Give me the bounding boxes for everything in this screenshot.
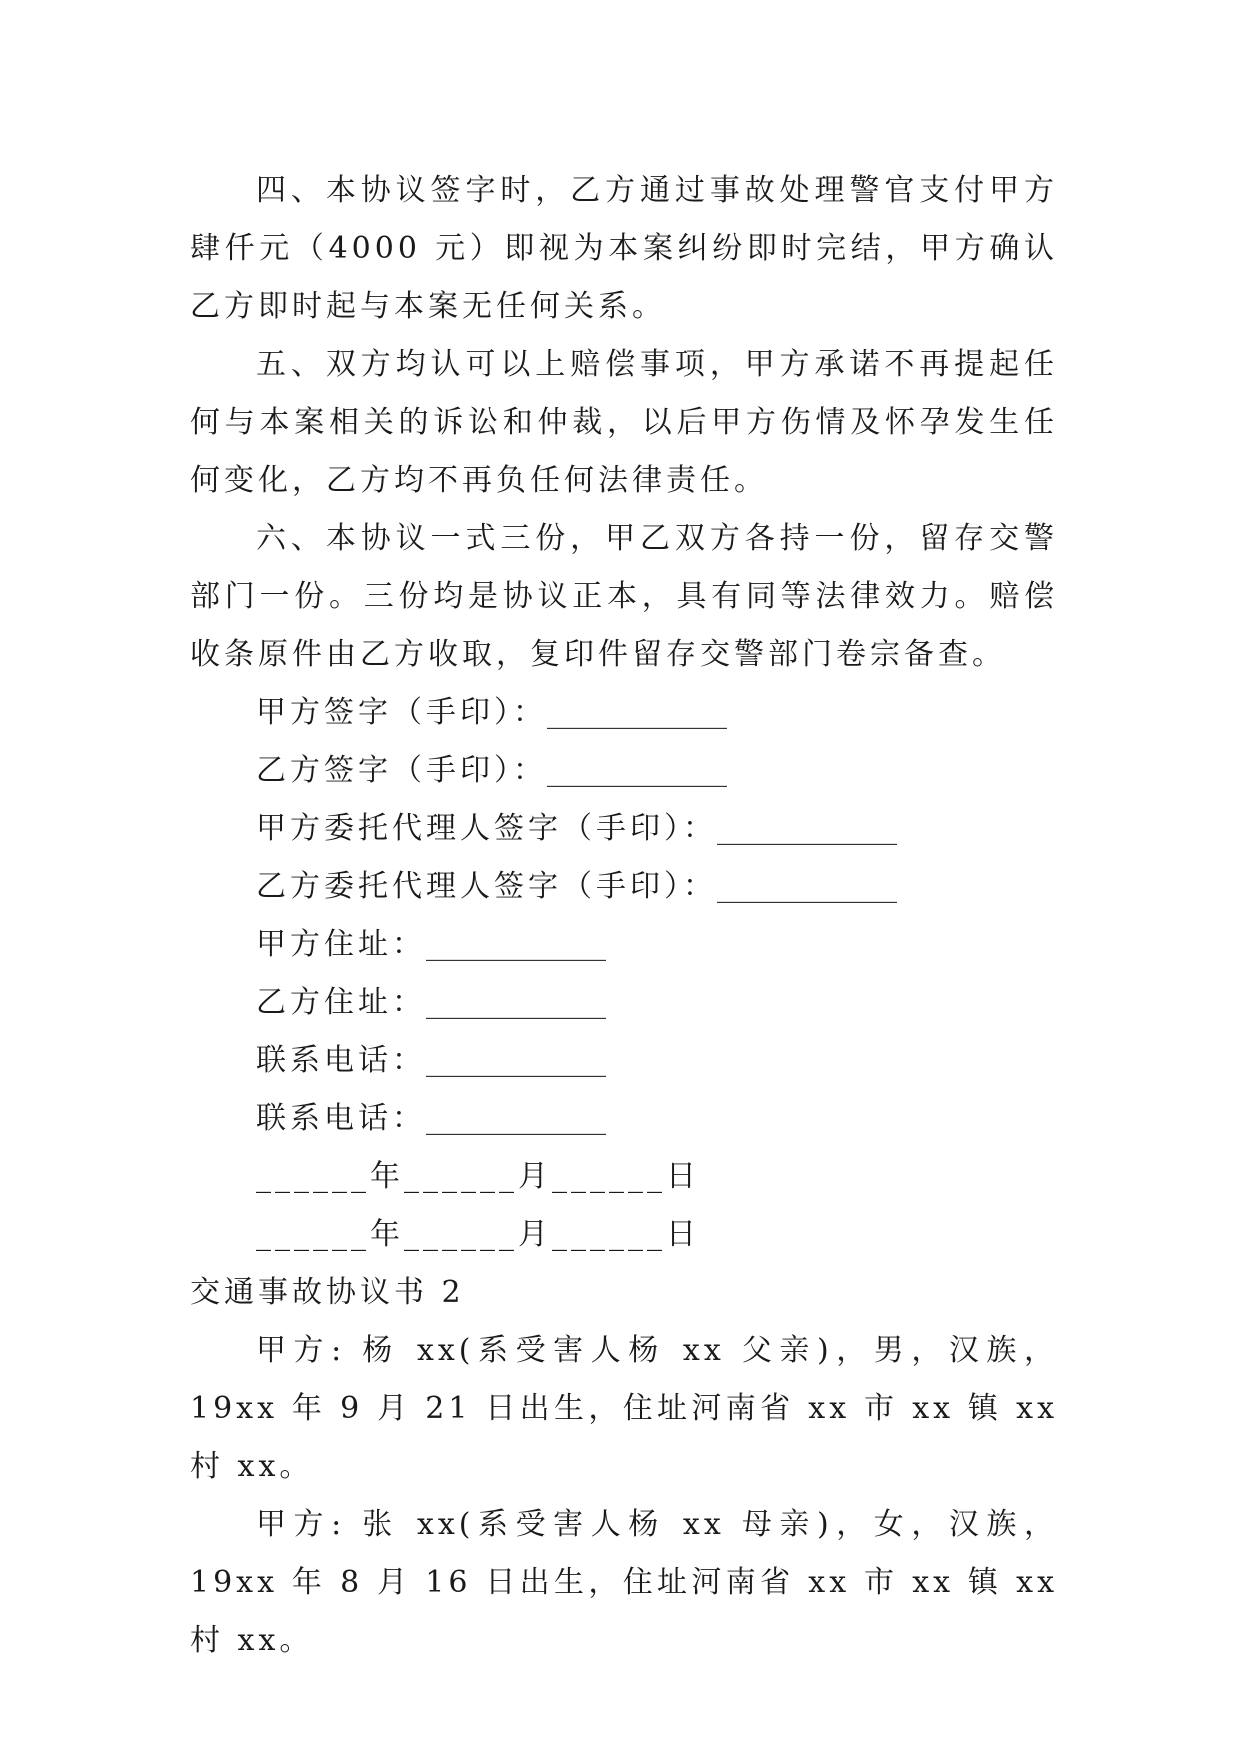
party-b-agent-signature-label: 乙方委托代理人签字（手印）：: [256, 869, 717, 904]
clause-five: 五、双方均认可以上赔偿事项，甲方承诺不再提起任何与本案相关的诉讼和仲裁，以后甲方伤情及怀孕发生任何变化，乙方均不再负任何法律责任。: [190, 347, 1058, 498]
party-a-mother-paragraph: 甲方: 张 xx(系受害人杨 xx 母亲)，女，汉族，19xx 年 8 月 16 日出生，住址河南省 xx 市 xx 镇 xx 村 xx。: [190, 1507, 1058, 1658]
party-a-signature-label: 甲方签字（手印）：: [256, 695, 547, 730]
phone-blank-2: ____________: [426, 1101, 606, 1136]
party-b-address-blank: ____________: [426, 985, 606, 1020]
party-b-signature-blank: ____________: [547, 753, 727, 788]
document-body: [190, 162, 1058, 1670]
party-b-agent-signature-blank: ____________: [717, 869, 897, 904]
phone-label-2: 联系电话：: [256, 1101, 426, 1136]
phone-line-2: [190, 1090, 1058, 1148]
party-a-father-paragraph: 甲方: 杨 xx(系受害人杨 xx 父亲)，男，汉族，19xx 年 9 月 21 日出生，住址河南省 xx 市 xx 镇 xx 村 xx。: [190, 1333, 1058, 1484]
phone-label-1: 联系电话：: [256, 1043, 426, 1078]
party-b-signature-label: 乙方签字（手印）：: [256, 753, 547, 788]
party-a-address-blank: ____________: [426, 927, 606, 962]
party-a-signature-blank: ____________: [547, 695, 727, 730]
party-b-address-label: 乙方住址：: [256, 985, 426, 1020]
clause-four: 四、本协议签字时，乙方通过事故处理警官支付甲方肆仟元（4000 元）即视为本案纠纷即时完结，甲方确认乙方即时起与本案无任何关系。: [190, 173, 1058, 324]
party-b-address-line: [190, 974, 1058, 1032]
date-line-1: ______年______月______日: [256, 1159, 700, 1194]
phone-line-1: [190, 1032, 1058, 1090]
party-a-address-line: [190, 916, 1058, 974]
phone-blank-1: ____________: [426, 1043, 606, 1078]
party-b-agent-signature-line: [190, 858, 1058, 916]
party-a-address-label: 甲方住址：: [256, 927, 426, 962]
date-line-2: ______年______月______日: [256, 1217, 700, 1252]
party-a-agent-signature-line: [190, 800, 1058, 858]
clause-six: 六、本协议一式三份，甲乙双方各持一份，留存交警部门一份。三份均是协议正本，具有同等法律效力。赔偿收条原件由乙方收取，复印件留存交警部门卷宗备查。: [190, 521, 1058, 672]
party-b-signature-line: [190, 742, 1058, 800]
party-a-agent-signature-blank: ____________: [717, 811, 897, 846]
party-a-agent-signature-label: 甲方委托代理人签字（手印）：: [256, 811, 717, 846]
party-a-signature-line: [190, 684, 1058, 742]
section-2-title: 交通事故协议书 2: [190, 1275, 465, 1310]
